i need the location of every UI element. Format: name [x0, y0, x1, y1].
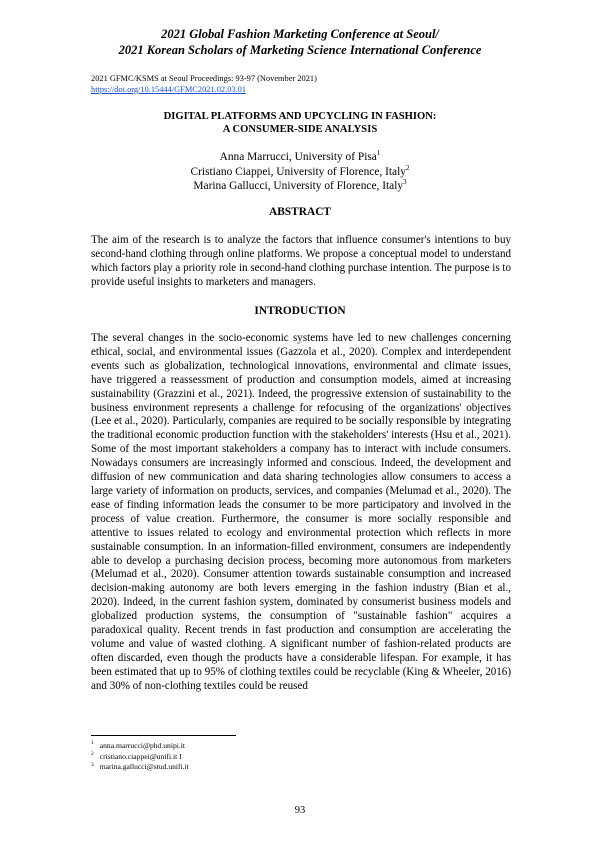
paper-title	[0, 110, 600, 136]
footnote-email: anna.marrucci@phd.unipi.it	[99, 741, 185, 750]
footnote-divider	[91, 735, 236, 736]
proceedings-citation: 2021 GFMC/KSMS at Seoul Proceedings: 93-97 (November 2021)	[91, 74, 317, 83]
page-number: 93	[294, 805, 306, 816]
introduction-text: The several changes in the socio-economic systems have led to new challenges concerning ethical, social, and environmental issues (Gazzola et al., 2020). Complex and interdependent events such as globalization, technological innovations, environmental and climate issues, have triggered a reassessment of production and consumption models, aimed at increasing sustainability (Grazzini et al., 2021). Indeed, the progressive extension of sustainability to the business environment represents a challenge for refocusing of the organizations' objectives (Lee et al., 2020). Particularly, companies are required to be socially responsible by integrating the traditional economic production function with the stakeholders' interests (Hsu et al., 2021). Some of the most important stakeholders a company has to interact with include consumers. Nowadays consumers are increasingly informed and conscious. Indeed, the development and diffusion of new communication and data sharing technologies allow consumers to access a large variety of information on products, services, and companies (Melumad et al., 2020). The ease of finding information leads the consumer to be more participatory and involved in the process of value creation. Furthermore, the consumer is more socially responsible and attentive to issues related to ecology and environmental protection which reflects in more sustainable consumption. In an information-filled environment, consumers are independently able to develop a purchasing decision process, becoming more autonomous from marketers (Melumad et al., 2020). Consumer attention towards sustainable consumption and increased decision-making autonomy are both levers emerging in the fashion industry (Bian et al., 2020). Indeed, in the current fashion system, dominated by consumerist business models and globalized production systems, the consumption of "sustainable fashion" acquires a paradoxical quality. Recent trends in fast production and consumption are accelerating the volume and value of wasted clothing. A significant number of fashion-related products are often discarded, even though the products have a considerable lifespan. For example, it has been estimated that up to 95% of clothing textiles could be recyclable (King & Wheeler, 2016) and 30% of non-clothing textiles could be reused	[91, 332, 511, 692]
author-line: Cristiano Ciappei, University of Florence, Italy$^2$	[190, 163, 410, 178]
footnote-item: $^3$ marina.gallucci@stud.unifi.it	[91, 761, 189, 772]
footnote-item: $^2$ cristiano.ciappei@unifi.it I	[91, 751, 182, 761]
author-line: Marina Gallucci, University of Florence, Italy$^3$	[193, 178, 407, 192]
conference-header	[0, 26, 600, 58]
conference-line-2: 2021 Korean Scholars of Marketing Science International Conference	[118, 43, 482, 57]
conference-line-1: 2021 Global Fashion Marketing Conference at Seoul/	[161, 27, 439, 41]
doi-link[interactable]: https://doi.org/10.15444/GFMC2021.02.03.01	[91, 85, 247, 94]
author-line: Anna Marrucci, University of Pisa$^1$	[219, 149, 381, 163]
proceedings-info	[91, 73, 317, 95]
title-line-2: A CONSUMER-SIDE ANALYSIS	[222, 124, 378, 135]
author-footnote-mark: 1	[376, 149, 381, 158]
introduction-heading: INTRODUCTION	[254, 305, 346, 317]
abstract-text: The aim of the research is to analyze the factors that influence consumer's intentions to buy second-hand clothing through online platforms. We propose a conceptual model to understand which factors play a priority role in second-hand clothing purchase intention. The purpose is to provide useful insights to marketers and managers.	[91, 234, 511, 288]
abstract-heading: ABSTRACT	[268, 206, 332, 218]
footnote-item: $^1$ anna.marrucci@phd.unipi.it	[91, 740, 185, 750]
author-footnote-mark: 3	[403, 178, 407, 187]
footnotes	[91, 741, 189, 773]
author-footnote-mark: 2	[405, 163, 410, 172]
footnote-email: cristiano.ciappei@unifi.it I	[99, 751, 182, 761]
author-list	[0, 150, 600, 194]
title-line-1: DIGITAL PLATFORMS AND UPCYCLING IN FASHION:	[163, 111, 437, 122]
footnote-email: marina.gallucci@stud.unifi.it	[99, 762, 189, 772]
